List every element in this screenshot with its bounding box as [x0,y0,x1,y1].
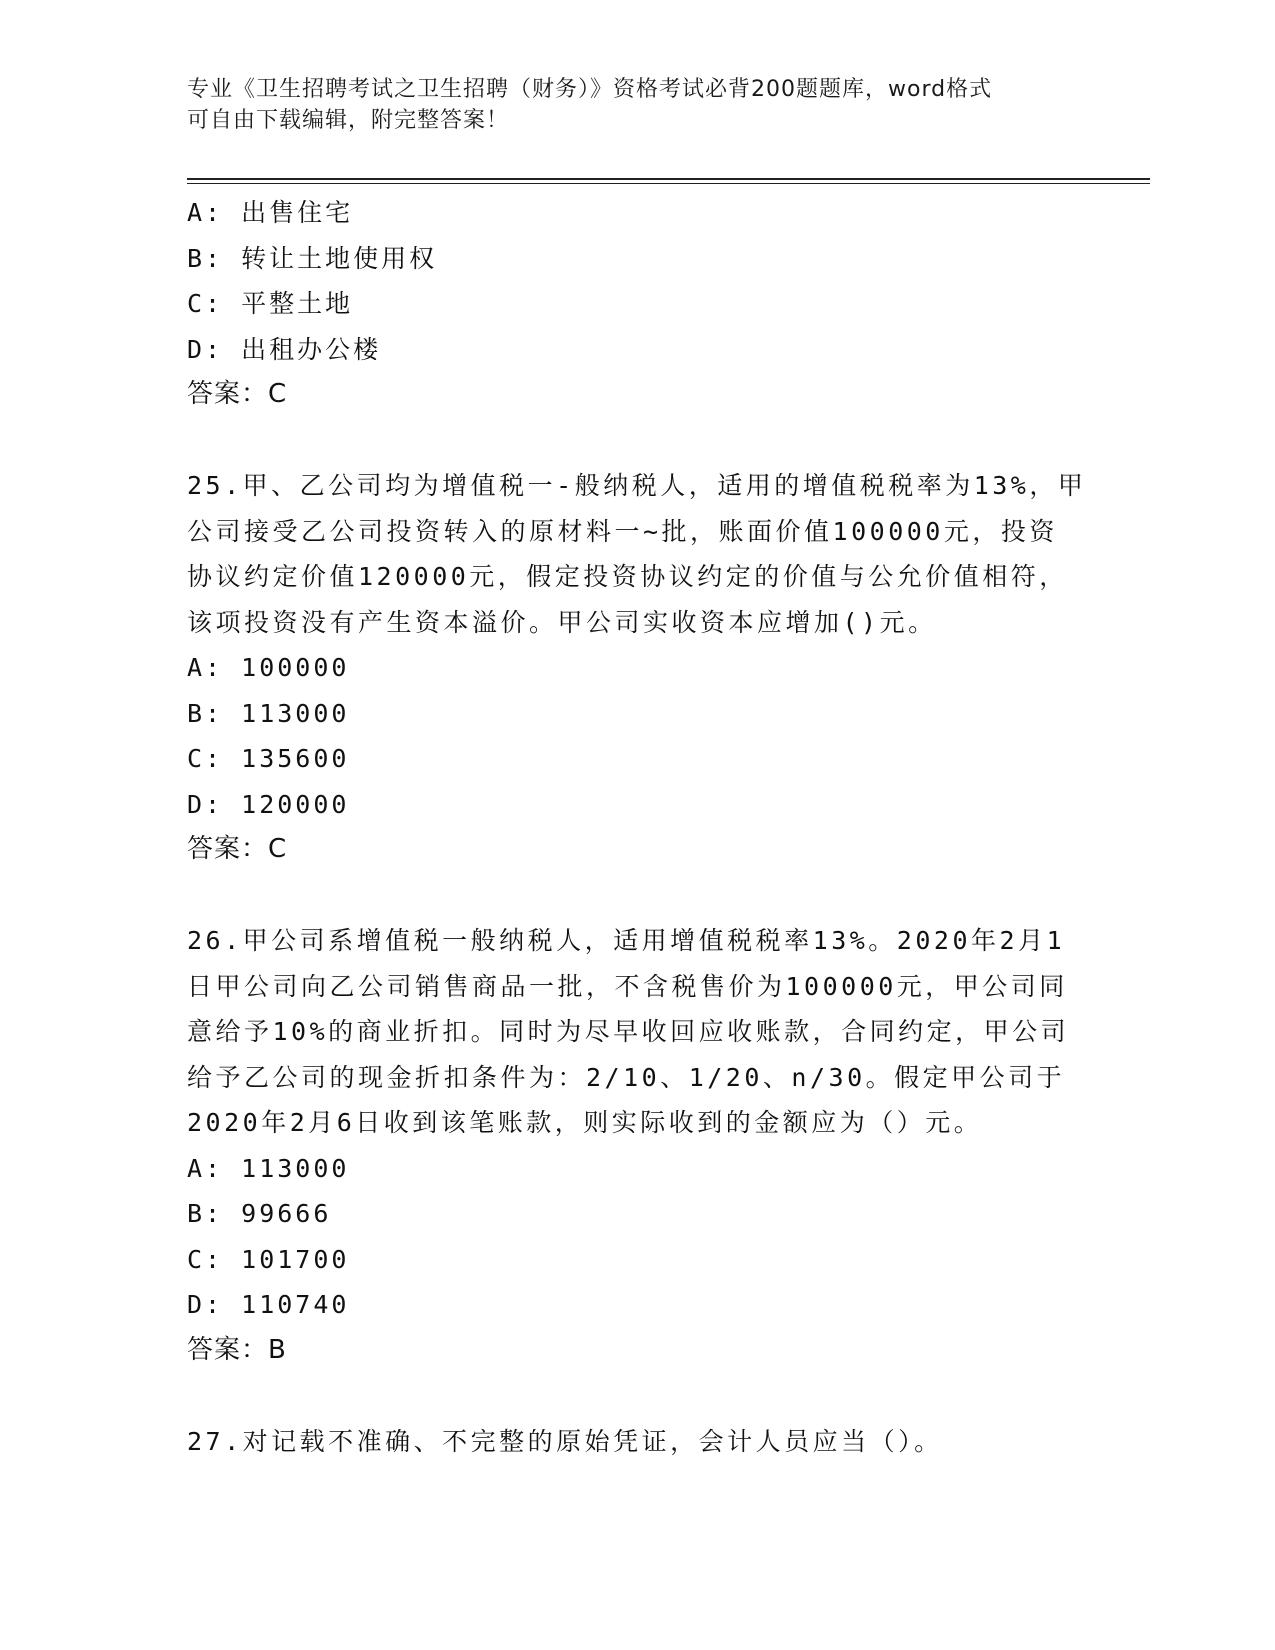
question-content [187,190,1087,1464]
option-b: B: 转让土地使用权 [187,243,438,273]
option-a: A: 113000 [187,1153,350,1183]
option-d: D: 110740 [187,1290,350,1319]
option-b: B: 99666 [187,1199,332,1228]
question-27 [187,1419,1087,1465]
stem-line: 该项投资没有产生资本溢价。甲公司实收资本应增加()元。 [187,607,937,637]
option-a: A: 出售住宅 [187,198,354,227]
option-d: D: 出租办公楼 [187,334,382,364]
question-stem [187,463,1087,645]
question-25 [187,463,1087,873]
option-b: B: 113000 [187,698,350,728]
answer-line: 答案：C [187,379,288,409]
option-a: A: 100000 [187,653,350,682]
option-c: C: 平整土地 [187,289,354,318]
option-d: D: 120000 [187,789,350,819]
stem-line: 协议约定价值120000元，假定投资协议约定的价值与公允价值相符， [187,562,1068,591]
stem-line: 公司接受乙公司投资转入的原材料一~批，账面价值100000元，投资 [187,516,1058,546]
page-header [187,74,1077,136]
stem-line: 给予乙公司的现金折扣条件为：2/10、1/20、n/30。假定甲公司于 [187,1062,1066,1092]
answer-line: 答案：B [187,1334,287,1365]
question-24 [187,190,1087,418]
header-title-line-1: 专业《卫生招聘考试之卫生招聘（财务）》资格考试必背200题题库，word格式 [187,77,993,102]
stem-line: 意给予10%的商业折扣。同时为尽早收回应收账款，合同约定，甲公司 [187,1017,1070,1046]
header-title-line-2: 可自由下载编辑，附完整答案！ [187,108,510,133]
stem-line: 日甲公司向乙公司销售商品一批，不含税售价为100000元，甲公司同 [187,971,1068,1001]
option-c: C: 135600 [187,744,350,773]
stem-line: 2020年2月6日收到该笔账款，则实际收到的金额应为（）元。 [187,1108,983,1137]
answer-line: 答案：C [187,834,288,864]
question-26 [187,918,1087,1373]
header-divider-top [187,178,1150,180]
question-stem [187,1419,1087,1465]
option-c: C: 101700 [187,1244,350,1274]
question-stem [187,918,1087,1146]
header-divider-bottom [187,183,1150,184]
stem-line: 27.对记载不准确、不完整的原始凭证，会计人员应当（）。 [187,1426,943,1456]
stem-line: 25.甲、乙公司均为增值税一-般纳税人，适用的增值税税率为13%，甲 [187,471,1087,500]
stem-line: 26.甲公司系增值税一般纳税人，适用增值税税率13%。2020年2月1 [187,926,1066,955]
